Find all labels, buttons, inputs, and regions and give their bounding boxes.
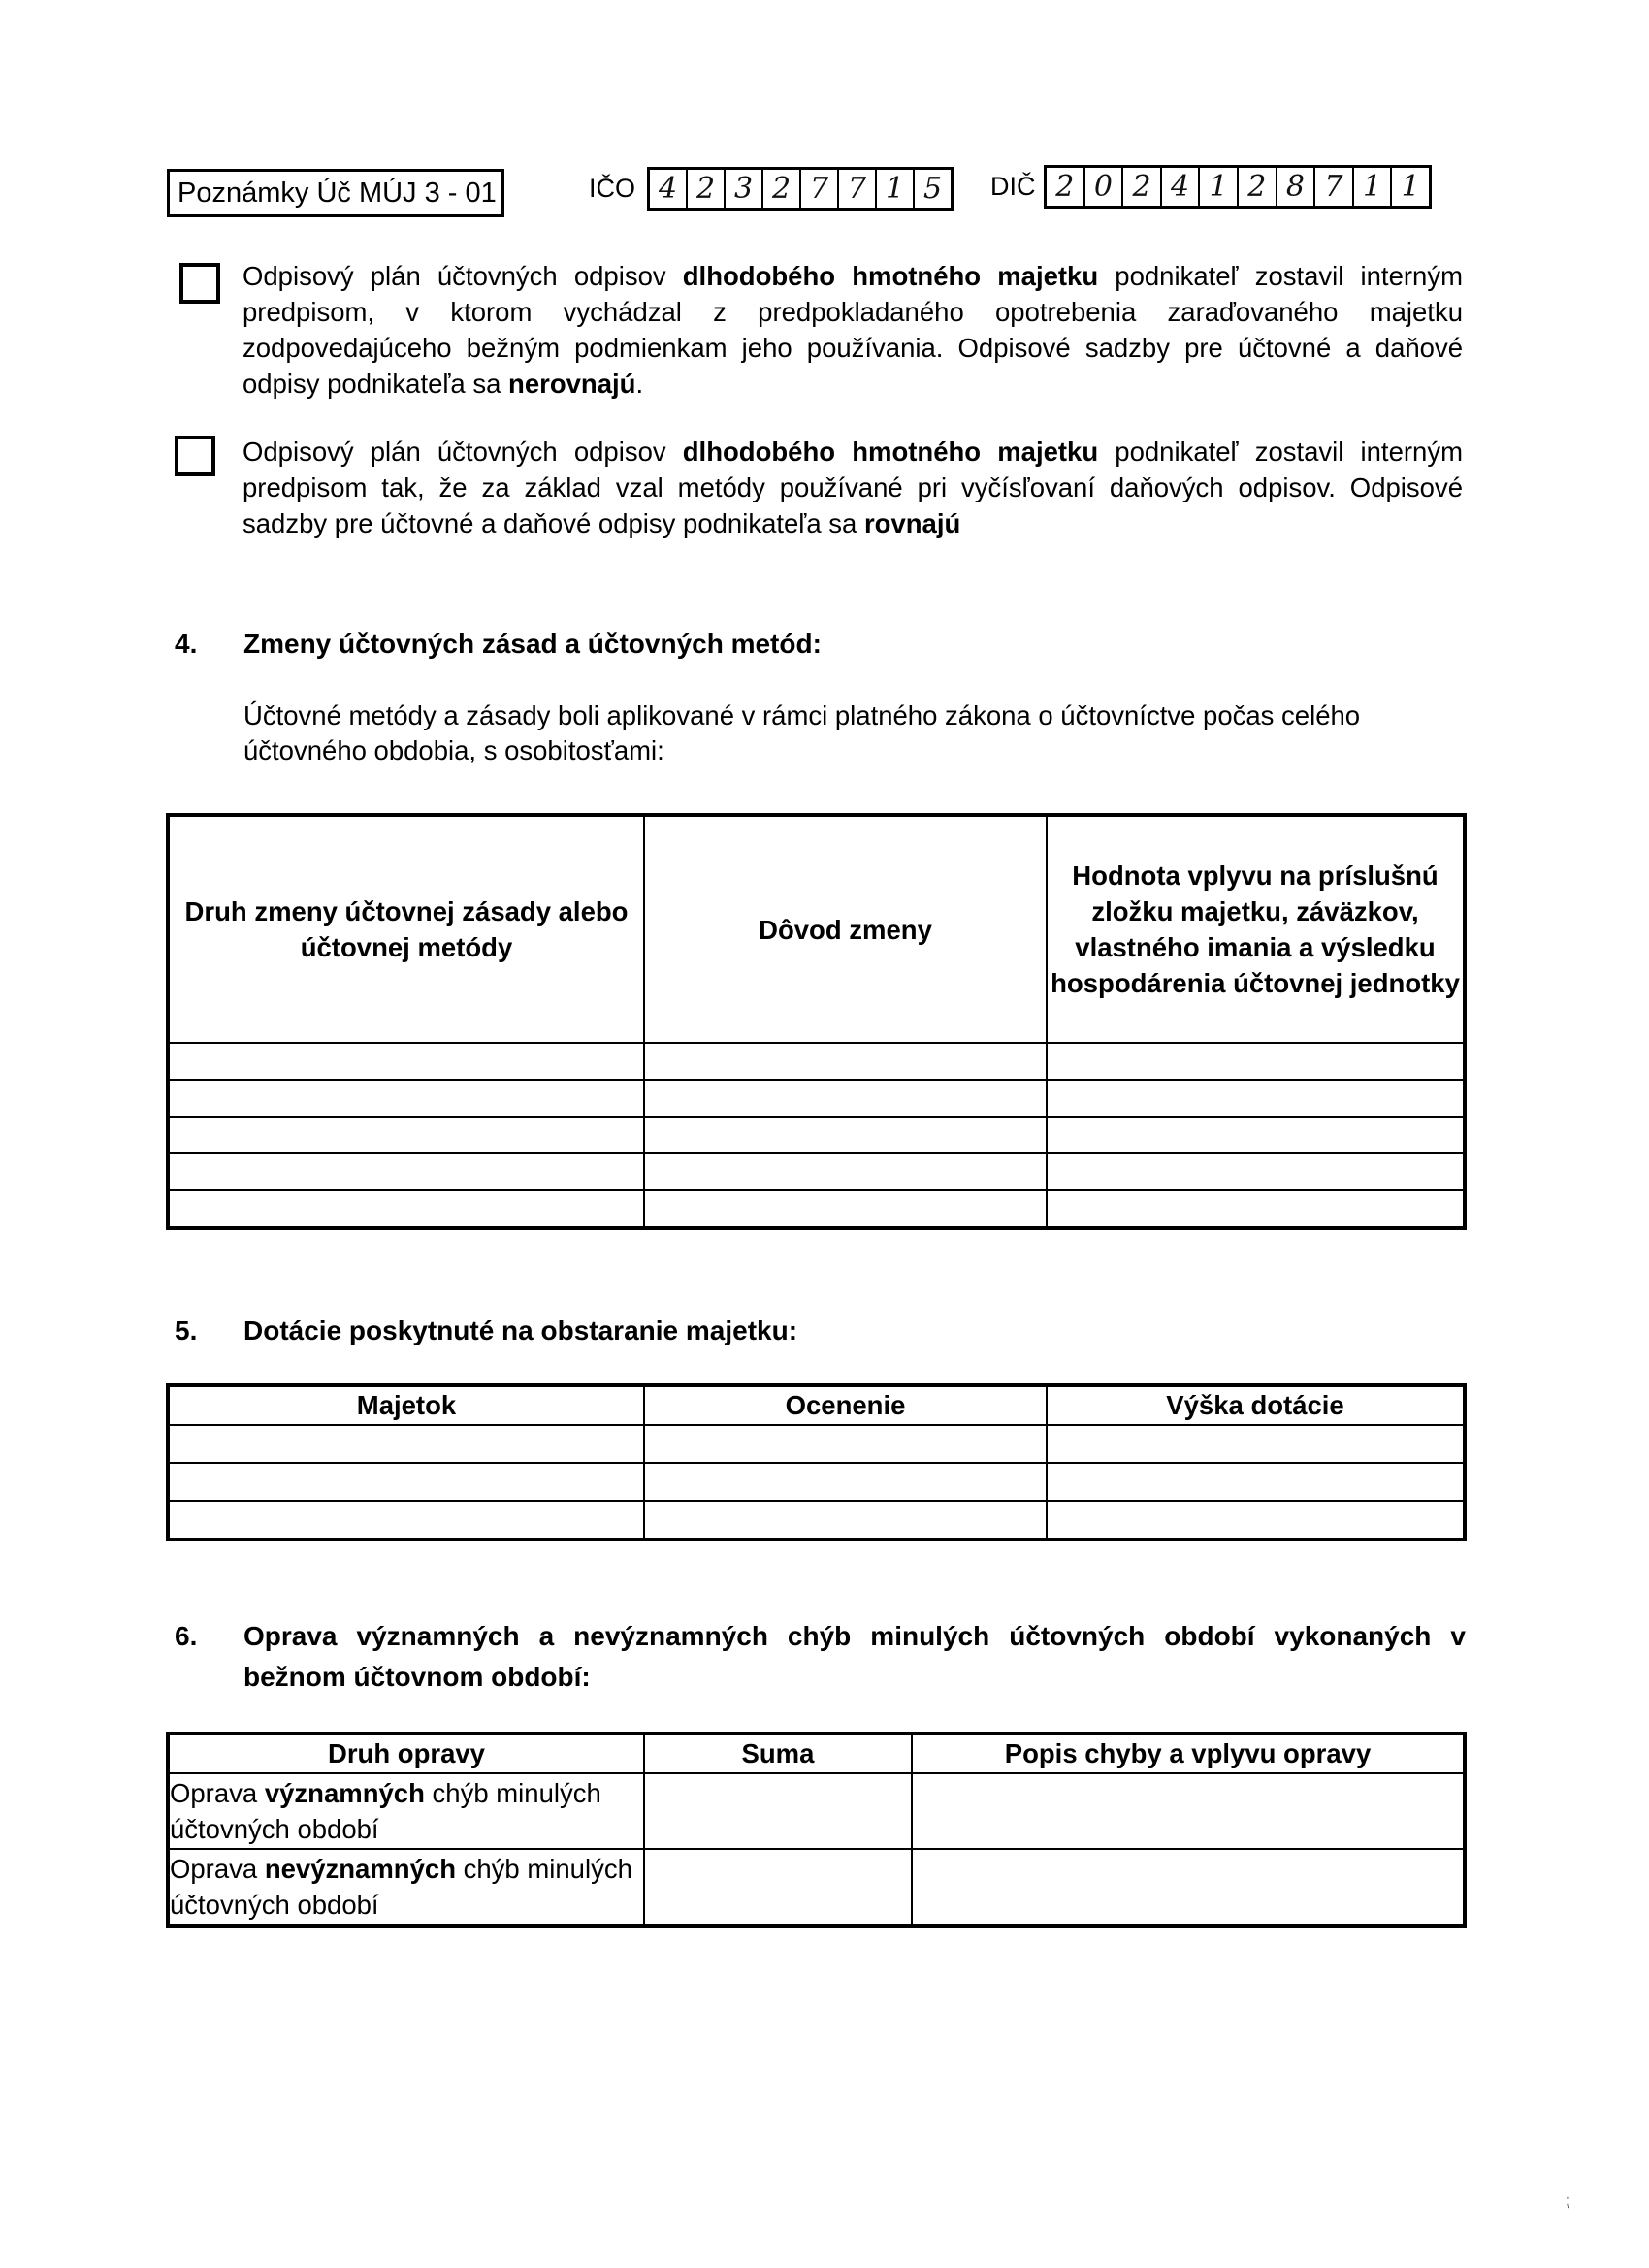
table-row (168, 1190, 1465, 1228)
table-row (168, 1080, 1465, 1117)
column-header-impact-value: Hodnota vplyvu na príslušnú zložku majetku, záväzkov, vlastného imania a výsledku hospodárenia účtovnej jednotky (1047, 815, 1465, 1043)
sum-cell[interactable] (644, 1849, 912, 1926)
text-bold: rovnajú (863, 508, 961, 538)
ico-digit[interactable]: 7 (801, 170, 839, 208)
option-rovnaju-checkbox[interactable] (175, 436, 215, 476)
sum-cell[interactable] (644, 1773, 912, 1849)
table-cell[interactable] (1047, 1501, 1465, 1539)
correction-type-insignificant (168, 1849, 644, 1926)
table-row (168, 1773, 1465, 1849)
table-cell[interactable] (168, 1425, 644, 1463)
table-cell[interactable] (168, 1043, 644, 1080)
accounting-changes-table (166, 813, 1467, 1230)
dic-digit[interactable]: 0 (1085, 168, 1124, 206)
ico-digit[interactable]: 1 (877, 170, 915, 208)
table-cell[interactable] (1047, 1043, 1465, 1080)
table-row (168, 1153, 1465, 1190)
table-cell[interactable] (168, 1463, 644, 1501)
dic-digit[interactable]: 7 (1315, 168, 1354, 206)
dic-digit[interactable]: 2 (1047, 168, 1085, 206)
ico-digit[interactable]: 4 (650, 170, 688, 208)
subsidies-table (166, 1383, 1467, 1541)
table-row (168, 1849, 1465, 1926)
option-nerovnaju-text (242, 258, 1463, 402)
section-4-number: 4. (175, 629, 198, 659)
table-cell[interactable] (168, 1190, 644, 1228)
error-corrections-table (166, 1732, 1467, 1928)
table-cell[interactable] (168, 1117, 644, 1153)
table-row (168, 1117, 1465, 1153)
table-row (168, 1425, 1465, 1463)
option-nerovnaju-checkbox[interactable] (179, 263, 220, 304)
table-row (168, 1463, 1465, 1501)
text-bold: dlhodobého hmotného majetku (682, 437, 1099, 467)
table-cell[interactable] (644, 1080, 1047, 1117)
section-4-title: Zmeny účtovných zásad a účtovných metód: (243, 629, 822, 659)
dic-digit[interactable]: 2 (1239, 168, 1277, 206)
text-run: chýb minulých účtovných období (170, 1778, 601, 1844)
text-bold: nerovnajú (508, 369, 636, 399)
dic-digit[interactable]: 1 (1200, 168, 1239, 206)
dic-digit[interactable]: 2 (1123, 168, 1162, 206)
dic-label: DIČ (990, 172, 1036, 201)
ico-digit[interactable]: 7 (839, 170, 877, 208)
text-run: Oprava (170, 1778, 265, 1808)
table-cell[interactable] (644, 1153, 1047, 1190)
dic-digit[interactable]: 8 (1277, 168, 1316, 206)
scan-artifact-mark: ⁏ (1565, 2190, 1571, 2210)
section-5-title: Dotácie poskytnuté na obstaranie majetku: (243, 1315, 798, 1345)
table-row (168, 1043, 1465, 1080)
text-run: podnikateľ zostavil interným predpisom tak, že za základ vzal metódy používané pri vyčísľovaní daňových odpisov. Odpisové sadzby pre účtovné a daňové odpisy podnikateľa sa (242, 437, 1463, 538)
section-5-number: 5. (175, 1315, 198, 1345)
text-run: chýb minulých účtovných období (170, 1854, 632, 1920)
ico-field[interactable] (647, 167, 954, 211)
table-cell[interactable] (1047, 1190, 1465, 1228)
correction-type-significant (168, 1773, 644, 1849)
table-cell[interactable] (644, 1425, 1047, 1463)
table-cell[interactable] (644, 1117, 1047, 1153)
description-cell[interactable] (912, 1849, 1465, 1926)
section-6-number: 6. (175, 1621, 198, 1651)
ico-label: IČO (589, 174, 636, 203)
option-rovnaju-text (242, 434, 1463, 541)
column-header-subsidy-amount: Výška dotácie (1047, 1385, 1465, 1425)
description-cell[interactable] (912, 1773, 1465, 1849)
text-run: Odpisový plán účtovných odpisov (242, 437, 683, 467)
table-cell[interactable] (168, 1501, 644, 1539)
form-code-box (167, 169, 504, 217)
table-cell[interactable] (1047, 1153, 1465, 1190)
table-cell[interactable] (168, 1080, 644, 1117)
column-header-correction-type: Druh opravy (168, 1733, 644, 1773)
ico-digit[interactable]: 2 (688, 170, 726, 208)
text-bold: nevýznamných (264, 1854, 456, 1884)
column-header-change-type: Druh zmeny účtovnej zásady alebo účtovnej metódy (168, 815, 644, 1043)
column-header-valuation: Ocenenie (644, 1385, 1047, 1425)
table-cell[interactable] (644, 1463, 1047, 1501)
column-header-reason: Dôvod zmeny (644, 815, 1047, 1043)
ico-digit[interactable]: 5 (922, 172, 943, 206)
table-cell[interactable] (644, 1043, 1047, 1080)
table-cell[interactable] (644, 1501, 1047, 1539)
table-cell[interactable] (168, 1153, 644, 1190)
dic-field[interactable] (1044, 165, 1432, 209)
table-cell[interactable] (1047, 1080, 1465, 1117)
text-run: Oprava (170, 1854, 265, 1884)
table-cell[interactable] (1047, 1117, 1465, 1153)
section-6-title: Oprava významných a nevýznamných chýb minulých účtovných období vykonaných v bežnom účtovnom období: (243, 1621, 1466, 1692)
column-header-asset: Majetok (168, 1385, 644, 1425)
text-run: . (635, 369, 644, 399)
ico-digit[interactable]: 2 (763, 170, 801, 208)
table-cell[interactable] (1047, 1425, 1465, 1463)
table-cell[interactable] (644, 1190, 1047, 1228)
column-header-sum: Suma (644, 1733, 912, 1773)
table-row (168, 1501, 1465, 1539)
text-run: podnikateľ zostavil interným predpisom, v ktorom vychádzal z predpokladaného opotrebenia zaraďovaného majetku zodpovedajúceho bežným podmienkam jeho používania. Odpisové sadzby pre účtovné a daňové odpisy podnikateľa sa (242, 261, 1463, 399)
text-run: Odpisový plán účtovných odpisov (242, 261, 683, 291)
ico-digit[interactable]: 3 (726, 170, 763, 208)
dic-digit[interactable]: 4 (1162, 168, 1201, 206)
column-header-description: Popis chyby a vplyvu opravy (912, 1733, 1465, 1773)
dic-digit[interactable]: 1 (1354, 168, 1393, 206)
section-4-intro: Účtovné metódy a zásady boli aplikované v rámci platného zákona o účtovníctve počas celého účtovného obdobia, s osobitosťami: (243, 700, 1361, 765)
text-bold: dlhodobého hmotného majetku (682, 261, 1099, 291)
table-cell[interactable] (1047, 1463, 1465, 1501)
text-bold: významných (264, 1778, 425, 1808)
dic-digit[interactable]: 1 (1401, 170, 1420, 204)
form-code: Poznámky Úč MÚJ 3 - 01 (178, 178, 497, 209)
